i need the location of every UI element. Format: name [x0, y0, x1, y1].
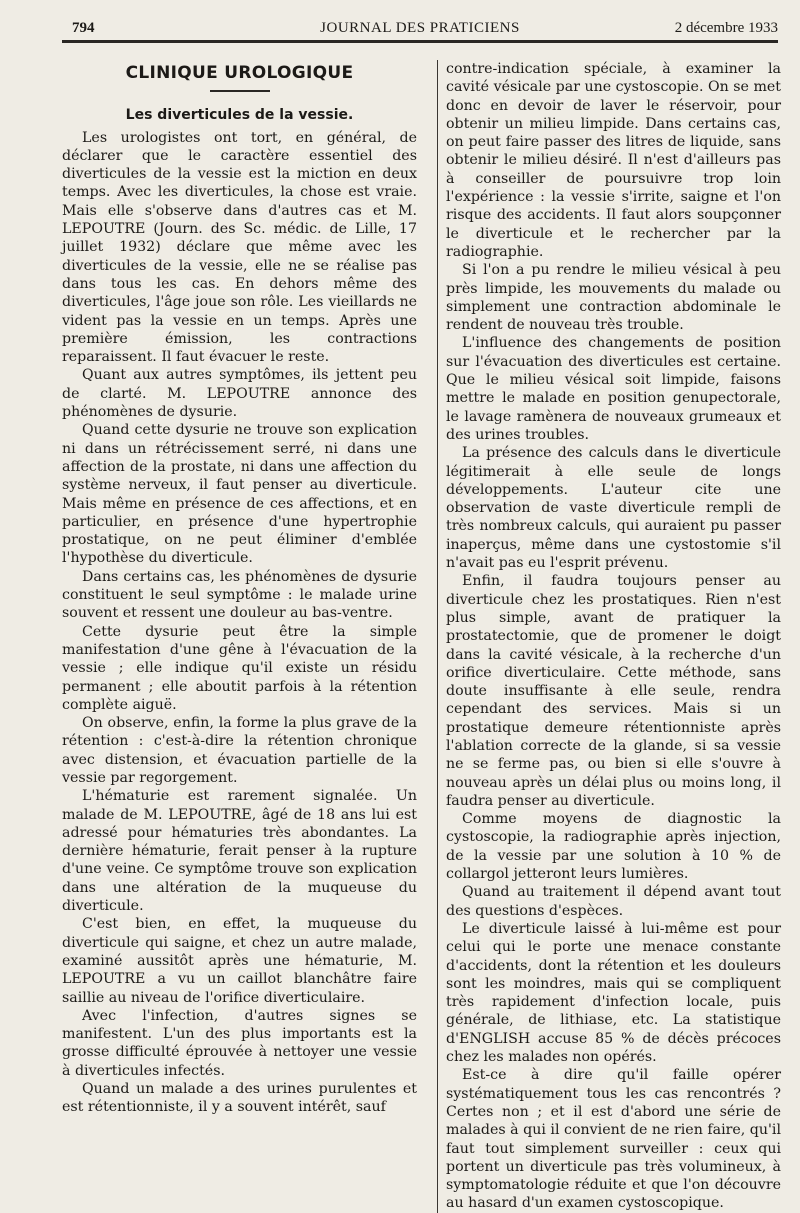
paragraph: L'influence des changements de position sur l'évacuation des diverticules est certaine. Que le milieu vésical soit limpide, faisons mettre le malade en position genupectorale, le lavage ramènera de nouveaux grumeaux et des urines troubles. — [446, 335, 781, 443]
paragraph: Le diverticule laissé à lui-même est pour celui qui le porte une menace constante d'accidents, dont la rétention et les douleurs sont les moindres, mais qui se compliquent très rapidement d'infection locale, puis générale, de lithiase, etc. La statistique d'ENGLISH accuse 85 % de décès précoces chez les malades non opérés. — [446, 920, 781, 1066]
paragraph: Cette dysurie peut être la simple manifestation d'une gêne à l'évacuation de la vessie ; elle indique qu'il existe un résidu permanent ; elle aboutit parfois à la rétention complète aiguë. — [62, 623, 417, 713]
paragraph: Enfin, il faudra toujours penser au diverticule chez les prostatiques. Rien n'est plus simple, avant de pratiquer la prostatectomie, que de promener le doigt dans la cavité vésicale, à la recherche d'un orifice diverticulaire. Cette méthode, sans doute insuffisante à elle seule, rendra cependant des services. Mais si un prostatique demeure rétentionniste après l'ablation correcte de la glande, si sa vessie ne se ferme pas, ou bien si elle s'ouvre à nouveau après un délai plus ou moins long, il faudra penser au diverticule. — [446, 573, 781, 809]
left-column — [62, 60, 417, 1117]
article-title: Les diverticules de la vessie. — [125, 107, 354, 124]
issue-date: 2 décembre 1933 — [674, 20, 778, 36]
paragraph: Si l'on a pu rendre le milieu vésical à peu près limpide, les mouvements du malade ou simplement une contraction abdominale le rendent de nouveau très trouble. — [446, 262, 781, 334]
journal-title: JOURNAL DES PRATICIENS — [320, 20, 520, 36]
paragraph: Comme moyens de diagnostic la cystoscopie, la radiographie après injection, de la vessie par une solution à 10 % de collargol jetteront leurs lumières. — [446, 811, 781, 883]
paragraph: Quand au traitement il dépend avant tout des questions d'espèces. — [446, 884, 781, 919]
paragraph: Quant aux autres symptômes, ils jettent peu de clarté. M. LEPOUTRE annonce des phénomènes de dysurie. — [62, 367, 417, 421]
paragraph: La présence des calculs dans le diverticule légitimerait à elle seule de longs développements. L'auteur cite une observation de vaste diverticule rempli de très nombreux calculs, qui auraient pu passer inaperçus, même dans une cystostomie s'il n'avait pas eu l'esprit prévenu. — [446, 445, 781, 572]
paragraph: C'est bien, en effet, la muqueuse du diverticule qui saigne, et chez un autre malade, examiné aussitôt après une hématurie, M. LEPOUTRE a vu un caillot blanchâtre faire saillie au niveau de l'orifice diverticulaire. — [62, 916, 417, 1006]
paragraph: contre-indication spéciale, à examiner la cavité vésicale par une cystoscopie. On se met donc en devoir de laver le réservoir, pour obtenir un milieu limpide. Dans certains cas, on peut faire passer des litres de liquide, sans obtenir le milieu désiré. Il n'est d'ailleurs pas à conseiller de poursuivre trop loin l'expérience : la vessie s'irrite, saigne et l'on risque des accidents. Il faut alors soupçonner le diverticule et le rechercher par la radiographie. — [446, 61, 781, 260]
paragraph: L'hématurie est rarement signalée. Un malade de M. LEPOUTRE, âgé de 18 ans lui est adressé pour hématuries très abondantes. La dernière hématurie, ferait penser à la rupture d'une veine. Ce symptôme trouve son explication dans une altération de la muqueuse du diverticule. — [62, 788, 417, 915]
paragraph: Quand un malade a des urines purulentes et est rétentionniste, il y a souvent intérêt, sauf — [62, 1081, 417, 1116]
paragraph: On observe, enfin, la forme la plus grave de la rétention : c'est-à-dire la rétention chronique avec distension, et évacuation partielle de la vessie par regorgement. — [62, 715, 417, 786]
paragraph: Est-ce à dire qu'il faille opérer systématiquement tous les cas rencontrés ? Certes non ; et il est d'abord une série de malades à qui il convient de ne rien faire, qu'il faut tout simplement surveiller : ceux qui portent un diverticule pas très volumineux, à symptomatologie réduite et que l'on découvre au hasard d'un examen cystoscopique. — [446, 1067, 781, 1212]
paragraph: Dans certains cas, les phénomènes de dysurie constituent le seul symptôme : le malade urine souvent et ressent une douleur au bas-ventre. — [62, 568, 417, 622]
paragraph: Avec l'infection, d'autres signes se manifestent. L'un des plus importants est la grosse difficulté éprouvée à nettoyer une vessie à diverticules infectés. — [62, 1007, 417, 1079]
paragraph: Quand cette dysurie ne trouve son explication ni dans un rétrécissement serré, ni dans une affection de la prostate, ni dans une affection du système nerveux, il faut penser au diverticule. Mais même en présence de ces affections, et en particulier, en présence d'une hypertrophie prostatique, on ne peut éliminer d'emblée l'hypothèse du diverticule. — [62, 422, 417, 567]
section-heading: CLINIQUE UROLOGIQUE — [125, 63, 354, 83]
running-header — [62, 14, 778, 43]
page-number: 794 — [72, 20, 95, 36]
paragraph: Les urologistes ont tort, en général, de déclarer que le caractère essentiel des diverticules de la vessie est la miction en deux temps. Avec les diverticules, la chose est vraie. Mais elle s'observe dans d'autres cas et M. LEPOUTRE (Journ. des Sc. médic. de Lille, 17 juillet 1932) déclare que même avec les diverticules de la vessie, elle ne se réalise pas dans tous les cas. En dehors même des diverticules, l'âge joue son rôle. Les vieillards ne vident pas la vessie en un temps. Après une première émission, les contractions reparaissent. Il faut évacuer le reste. — [62, 129, 417, 366]
heading-rule — [210, 90, 270, 92]
right-column — [437, 60, 781, 1213]
